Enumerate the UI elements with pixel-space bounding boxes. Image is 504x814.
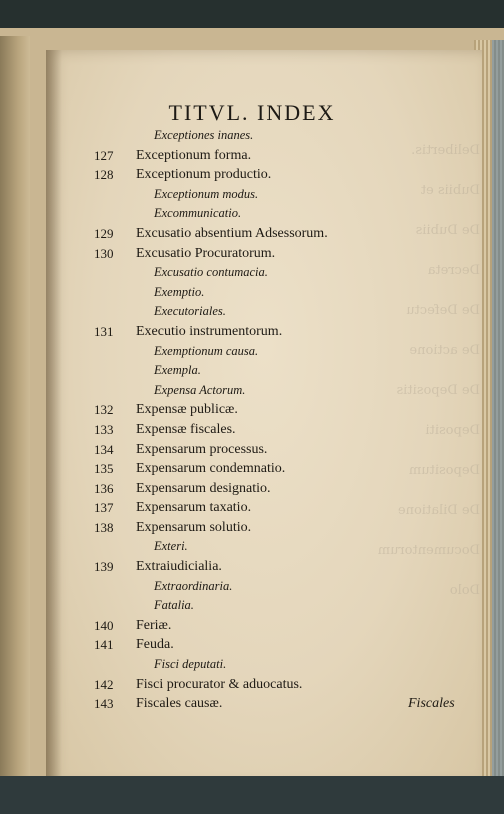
entry-text: Exemptionum causa.	[154, 343, 259, 358]
entry-text: Exempla.	[154, 363, 201, 378]
entry-text: Excusatio absentium Adsessorum.	[136, 225, 328, 241]
entry-text: Exceptionum forma.	[136, 147, 252, 163]
entry-text: Expensæ publicæ.	[136, 402, 238, 418]
index-entry	[94, 126, 474, 146]
entry-text: Expensarum processus.	[136, 441, 268, 457]
entry-number: 128	[94, 167, 114, 183]
index-entry	[94, 165, 474, 185]
entry-number: 130	[94, 245, 114, 261]
entry-number: 139	[94, 559, 114, 575]
entry-number: 132	[94, 402, 114, 418]
index-entry	[94, 204, 474, 224]
entry-text: Fiscales causæ.	[136, 696, 223, 712]
entry-text: Exemptio.	[154, 284, 205, 299]
index-entry	[94, 596, 474, 616]
index-entry	[94, 342, 474, 362]
index-entry	[94, 459, 474, 479]
index-entry	[94, 479, 474, 499]
index-entry	[94, 518, 474, 538]
index-entry	[94, 675, 474, 695]
entry-text: Fatalia.	[154, 598, 194, 613]
index-entry	[94, 244, 474, 264]
entry-number: 142	[94, 676, 114, 692]
entry-text: Fisci deputati.	[154, 657, 227, 672]
entry-text: Exceptionum productio.	[136, 167, 272, 183]
page-title: TITVL. INDEX	[168, 100, 336, 125]
entry-text: Expensa Actorum.	[154, 382, 246, 397]
bleed-line: De Defectu	[406, 303, 480, 318]
index-entry	[94, 440, 474, 460]
index-entry	[94, 655, 474, 675]
entry-text: Excusatio Procuratorum.	[136, 245, 276, 261]
entry-text: Exceptionum modus.	[154, 186, 259, 201]
index-entry	[94, 616, 474, 636]
index-entry	[94, 498, 474, 518]
entry-number: 140	[94, 617, 114, 633]
catchword: Fiscales	[408, 696, 455, 711]
entry-number: 129	[94, 225, 114, 241]
index-entry	[94, 263, 474, 283]
entry-number: 137	[94, 500, 114, 516]
index-entry	[94, 537, 474, 557]
entry-text: Exteri.	[154, 539, 188, 554]
entry-text: Expensarum solutio.	[136, 519, 252, 535]
entry-number: 141	[94, 637, 114, 653]
entry-text: Executio instrumentorum.	[136, 323, 283, 339]
index-entry	[94, 400, 474, 420]
bleed-line: De Dubiis	[415, 223, 480, 238]
bleed-line: Dolo	[449, 583, 480, 598]
index-entry	[94, 557, 474, 577]
index-entry	[94, 420, 474, 440]
entry-number: 143	[94, 696, 114, 712]
bleed-line: Dubiis et	[420, 183, 480, 198]
entry-text: Exceptiones inanes.	[154, 128, 254, 142]
entry-text: Extraordinaria.	[154, 578, 233, 593]
entry-number: 135	[94, 461, 114, 477]
entry-text: Extraiudicialia.	[136, 559, 222, 575]
entry-text: Fisci procurator & aduocatus.	[136, 676, 303, 692]
entry-number: 131	[94, 323, 114, 339]
bleed-line: Documentorum	[377, 543, 480, 558]
entry-number: 127	[94, 147, 114, 163]
index-entry	[94, 302, 474, 322]
entry-text: Expensarum condemnatio.	[136, 461, 286, 477]
entry-text: Expensarum designatio.	[136, 480, 271, 496]
index-entry	[94, 146, 474, 166]
bleed-line: De actione	[409, 343, 480, 358]
blue-edge-tint	[492, 40, 504, 780]
entry-text: Expensarum taxatio.	[136, 500, 252, 516]
entry-text: Excusatio contumacia.	[154, 265, 268, 280]
index-entry	[94, 635, 474, 655]
index-entry	[94, 185, 474, 205]
bleed-line: Depositi	[425, 423, 480, 438]
bottom-shadow	[0, 776, 504, 814]
entry-text: Feriæ.	[136, 617, 172, 633]
bleed-line: De Depositis	[396, 383, 480, 398]
entry-text: Executoriales.	[154, 304, 226, 319]
index-entry	[94, 283, 474, 303]
index-entry	[94, 322, 474, 342]
index-entries	[94, 126, 474, 714]
entry-number: 133	[94, 421, 114, 437]
bleed-line: De Dilatione	[397, 503, 480, 518]
entry-number: 134	[94, 441, 114, 457]
index-entry	[94, 224, 474, 244]
entry-text: Expensæ fiscales.	[136, 421, 236, 437]
entry-text: Feuda.	[136, 637, 174, 653]
book-spine-edge	[0, 36, 30, 776]
entry-number: 136	[94, 480, 114, 496]
entry-text: Excommunicatio.	[154, 206, 242, 221]
index-entry	[94, 381, 474, 401]
bleed-line: Delibertis.	[411, 143, 480, 158]
index-entry	[94, 361, 474, 381]
bleed-line: Depositum	[408, 463, 480, 478]
bleed-line: Decreta	[427, 263, 480, 278]
page-gutter-shadow	[46, 50, 62, 786]
entry-number: 138	[94, 519, 114, 535]
index-entry	[94, 577, 474, 597]
